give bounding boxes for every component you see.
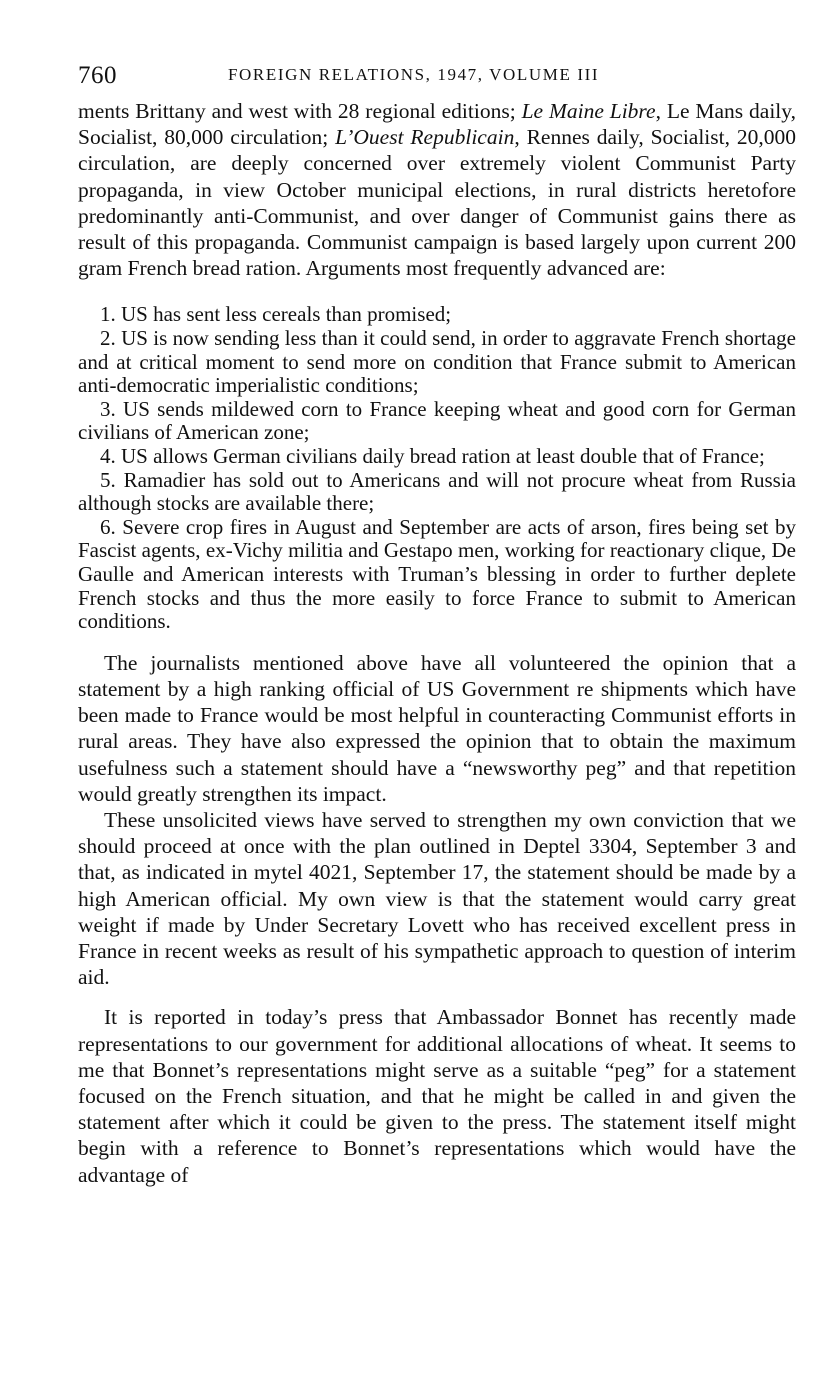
intro-text-3: , Rennes daily, Socialist, 20,000 circulation, are deeply concerned over extremely violent Communist Party propaganda, in view October municipal elections, in rural districts heretofore predominantly anti-Communist, and over danger of Communist gains there as result of this propaganda. Communist campaign is based largely upon current 200 gram French bread ration. Arguments most frequently advanced are: [78, 125, 796, 281]
page-number: 760 [78, 62, 117, 89]
body-paragraph-conviction: These unsolicited views have served to strengthen my own conviction that we should proceed at once with the plan outlined in Deptel 3304, September 3 and that, as indicated in mytel 4021, September 17, the statement should be made by a high American official. My own view is that the statement would carry great weight if made by Under Secretary Lovett who has received excellent press in France in recent weeks as result of his sympathetic approach to question of interim aid. [78, 807, 796, 990]
running-head: FOREIGN RELATIONS, 1947, VOLUME III [228, 65, 600, 84]
newspaper-title-le-maine-libre: Le Maine Libre [521, 99, 656, 123]
argument-item: 4. US allows German civilians daily bread ration at least double that of France; [100, 443, 765, 468]
argument-item: 3. US sends mildewed corn to France keeping wheat and good corn for German civilians of American zone; [78, 396, 796, 445]
newspaper-title-ouest-republicain: L’Ouest Republicain [335, 125, 515, 150]
page-header [78, 58, 796, 98]
document-page [78, 58, 796, 1188]
argument-item: 2. US is now sending less than it could send, in order to aggravate French shortage and at critical moment to send more on condition that France submit to American anti-democratic imperialistic conditions; [78, 326, 796, 398]
arguments-list [78, 303, 796, 633]
intro-text-2: , Le Mans daily, Socialist, 80,000 circulation; [78, 99, 797, 150]
body-paragraph-journalists: The journalists mentioned above have all volunteered the opinion that a statement by a high ranking official of US Government re shipments which have been made to France would be most helpful in counteracting Communist efforts in rural areas. They have also expressed the opinion that to obtain the maximum usefulness such a statement should have a “newsworthy peg” and that repetition would greatly strengthen its impact. [78, 650, 796, 806]
intro-paragraph [78, 98, 796, 281]
argument-item: 6. Severe crop fires in August and September are acts of arson, fires being set by Fascist agents, ex-Vichy militia and Gestapo men, working for reactionary clique, De Gaulle and American interests with Truman’s blessing in order to further deplete French stocks and thus the more easily to force France to submit to American conditions. [78, 514, 796, 634]
intro-text-1: ments Brittany and west with 28 regional editions; [78, 99, 522, 123]
body-paragraph-bonnet: It is reported in today’s press that Ambassador Bonnet has recently made representations to our government for additional allocations of wheat. It seems to me that Bonnet’s representations might serve as a suitable “peg” for a statement focused on the French situation, and that he might be called in and given the statement after which it could be given to the press. The statement itself might begin with a reference to Bonnet’s representations which would have the advantage of [78, 1005, 796, 1187]
argument-item: 1. US has sent less cereals than promised; [100, 302, 452, 327]
argument-item: 5. Ramadier has sold out to Americans and will not procure wheat from Russia although stocks are available there; [78, 467, 796, 516]
